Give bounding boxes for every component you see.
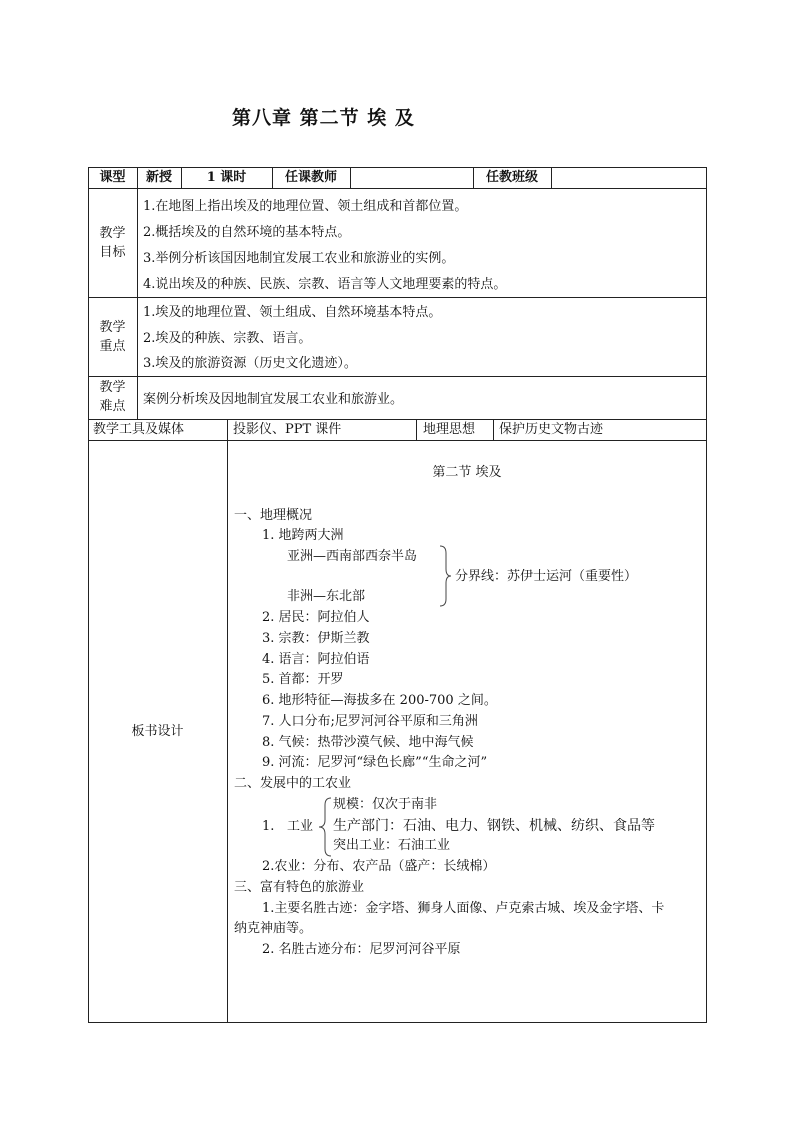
objective-item: 2.概括埃及的自然环境的基本特点。 [143, 225, 351, 240]
brace-icon [438, 545, 452, 607]
row-divider [88, 188, 707, 189]
teacher-label: 任课教师 [284, 170, 337, 185]
list-item: 1.主要名胜古迹：金字塔、狮身人面像、卢克索古城、埃及金字塔、卡 [262, 901, 665, 916]
col-divider [551, 167, 552, 188]
key-point-item: 1.埃及的地理位置、领土组成、自然环境基本特点。 [143, 305, 442, 320]
objective-item: 4.说出埃及的种族、民族、宗教、语言等人文地理要素的特点。 [143, 277, 507, 292]
list-item: 1. 地跨两大洲 [262, 528, 344, 543]
section-title: 一、地理概况 [234, 508, 313, 523]
list-item: 非洲—东北部 [287, 589, 366, 604]
industry-scale: 规模：仅次于南非 [333, 797, 438, 812]
objectives-label: 目标 [99, 245, 126, 260]
industry-sectors: 生产部门：石油、电力、钢铁、机械、纺织、食品等 [333, 818, 655, 834]
industry-label: 工业 [287, 819, 314, 834]
list-item: 2. 名胜古迹分布：尼罗河河谷平原 [262, 942, 461, 957]
thought-label: 地理思想 [423, 422, 476, 437]
list-item: 5. 首都：开罗 [262, 672, 344, 687]
difficulty-label: 难点 [99, 399, 126, 414]
list-item: 9. 河流：尼罗河“绿色长廊”“生命之河” [262, 755, 488, 770]
col-divider [493, 419, 494, 440]
objectives-label: 教学 [99, 226, 126, 241]
tools-label: 教学工具及媒体 [93, 422, 185, 437]
row-divider [88, 440, 707, 441]
row-divider [88, 376, 707, 377]
tools-value: 投影仪、PPT 课件 [233, 422, 342, 437]
brace-icon [318, 797, 332, 857]
hours-value: 1 课时 [206, 170, 247, 185]
list-item: 亚洲—西南部西奈半岛 [287, 549, 418, 564]
lesson-plan-table [88, 167, 707, 1023]
board-heading: 第二节 埃及 [432, 465, 502, 480]
objective-item: 3.举例分析该国因地制宜发展工农业和旅游业的实例。 [143, 251, 455, 266]
type-value: 新授 [145, 170, 172, 185]
objective-item: 1.在地图上指出埃及的地理位置、领土组成和首都位置。 [143, 199, 468, 214]
section-title: 三、富有特色的旅游业 [234, 880, 365, 895]
key-points-label: 教学 [99, 320, 126, 335]
industry-highlight: 突出工业：石油工业 [333, 838, 451, 853]
difficulty-text: 案例分析埃及因地制宜发展工农业和旅游业。 [143, 392, 404, 407]
thought-value: 保护历史文物古迹 [499, 422, 604, 437]
key-points-label: 重点 [99, 339, 126, 354]
list-item: 2. 居民：阿拉伯人 [262, 610, 370, 625]
list-item: 8. 气候：热带沙漠气候、地中海气候 [262, 735, 474, 750]
row-divider [88, 419, 707, 420]
list-item: 1. [262, 819, 275, 834]
list-item: 6. 地形特征—海拔多在 200-700 之间。 [262, 693, 497, 708]
section-title: 二、发展中的工农业 [234, 776, 352, 791]
boundary-text: 分界线：苏伊士运河（重要性） [455, 569, 638, 584]
key-point-item: 2.埃及的种族、宗教、语言。 [143, 331, 312, 346]
page-title: 第八章 第二节 埃 及 [232, 107, 415, 129]
list-item: 3. 宗教：伊斯兰教 [262, 631, 370, 646]
list-item: 4. 语言：阿拉伯语 [262, 652, 370, 667]
list-item: 2.农业：分布、农产品（盛产：长绒棉） [262, 859, 496, 874]
class-label: 任教班级 [485, 170, 538, 185]
key-point-item: 3.埃及的旅游资源（历史文化遗迹）。 [143, 356, 357, 371]
list-item: 7. 人口分布;尼罗河河谷平原和三角洲 [262, 714, 478, 729]
col-divider [137, 167, 138, 419]
col-divider [350, 167, 351, 188]
col-divider [227, 419, 228, 1023]
row-divider [88, 297, 707, 298]
col-divider [416, 419, 417, 440]
difficulty-label: 教学 [99, 380, 126, 395]
board-label: 板书设计 [131, 724, 184, 739]
type-label: 课型 [99, 170, 126, 185]
list-item: 纳克神庙等。 [234, 921, 313, 936]
